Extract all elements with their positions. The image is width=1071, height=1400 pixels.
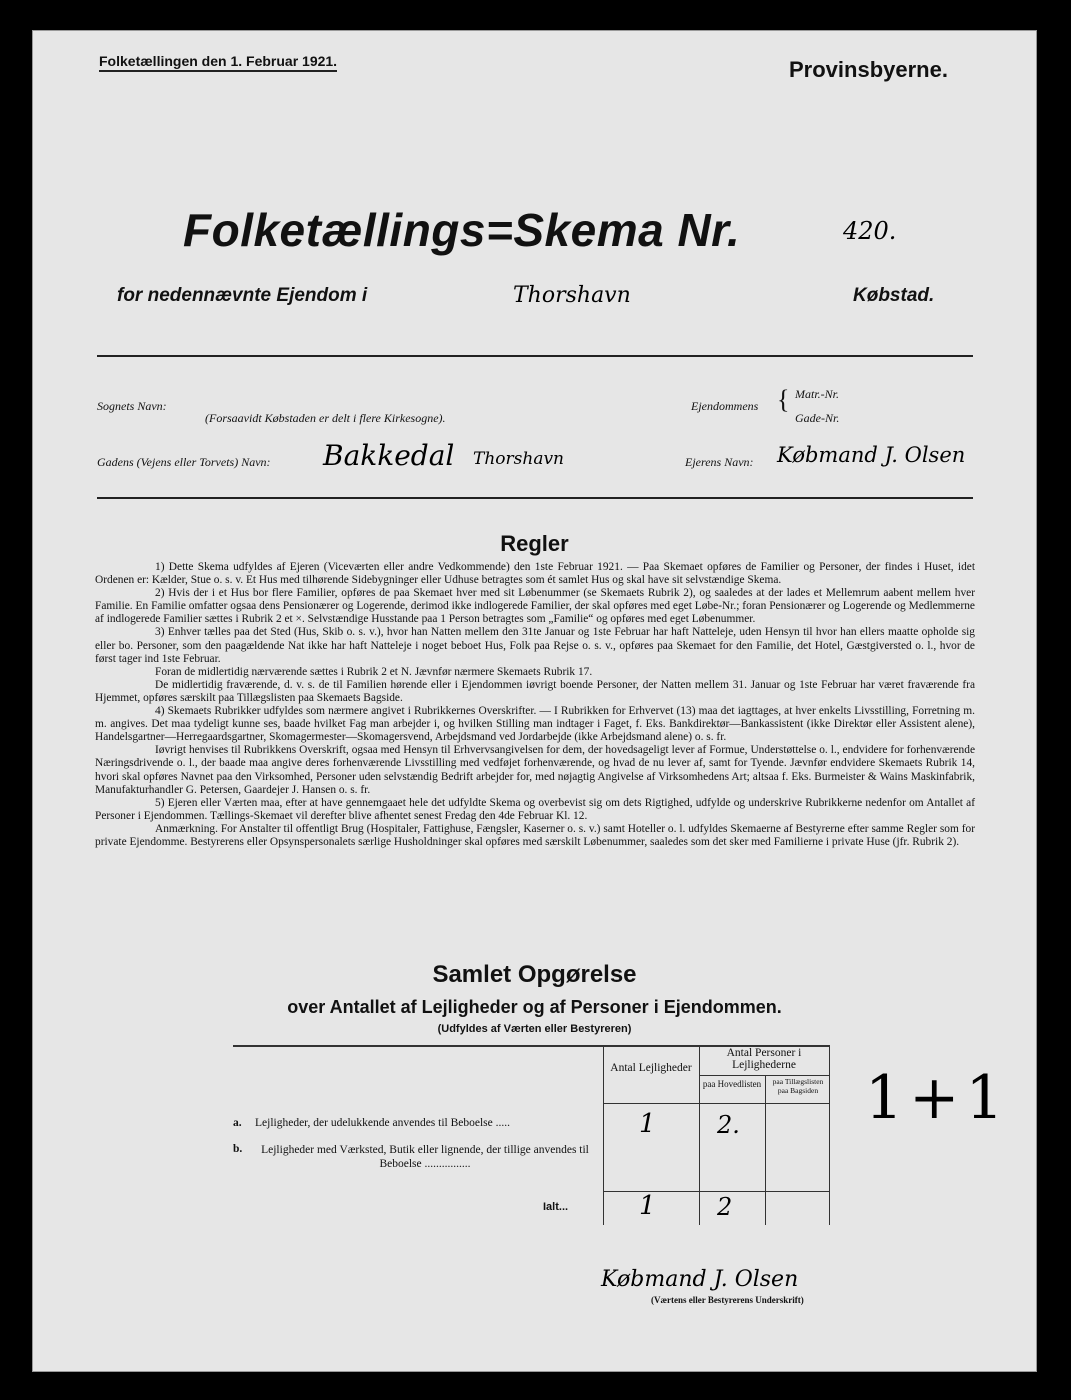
summary-subtitle: over Antallet af Lejligheder og af Personer i Ejendommen. <box>287 997 782 1017</box>
summary-title: Samlet Opgørelse <box>432 961 637 988</box>
row-a-persons: 2. <box>717 1111 740 1139</box>
table-header-rule <box>603 1103 829 1104</box>
parish-label: Sognets Navn: <box>97 399 167 413</box>
table-vline-4 <box>829 1045 830 1225</box>
col-main-list-header: paa Hovedlisten <box>702 1079 762 1089</box>
form-title: Folketællings=Skema Nr. <box>183 204 741 256</box>
rules-heading: Regler <box>500 531 569 556</box>
rule-paragraph-3a: Foran de midlertidig nærværende sættes i Rubrik 2 et N. Jævnfør nærmere Skemaets Rubrik 17. <box>155 665 593 678</box>
table-total-rule <box>603 1191 829 1192</box>
owner-value-handwritten: Købmand J. Olsen <box>777 443 966 467</box>
rule-paragraph-4a: Iøvrigt henvises til Rubrikkens Overskrift, ogsaa med Hensyn til Erhvervsangivelsen for dem, der hovedsageligt lever af Formue, Understøttelse o. l., endvidere for forhenværende Næringsdrivende o. l., der baade maa angive deres forhenværende Livsstilling med vedføjet forhenværende, og hvad de nu lever af, samt for Tyende. Jævnfør endvidere Skemaets Rubrik 14, hvori skal opføres Navnet paa den Virksomhed, Personer uden selvstændig Bedrift arbejder for, med nøjagtig Angivelse af Virksomhedens Art; altsaa f. Eks. Burmeister & Wains Maskinfabrik, Manufakturhandler G. Petersen, Gaardejer J. Hansen o. s. fr. <box>95 744 975 796</box>
margin-note-handwritten: 1+1 <box>865 1063 1010 1133</box>
table-vline-3 <box>765 1075 766 1225</box>
street-label: Gadens (Vejens eller Torvets) Navn: <box>97 455 271 469</box>
rule-note: Anmærkning. For Anstalter til offentligt Brug (Hospitaler, Fattighuse, Fængsler, Kaserner o. s. v.) samt Hoteller o. l. udfyldes Skemaerne af Bestyrerne efter samme Regler som for private Ejendomme. Bestyrerens eller Opsynspersonalets særlige Husholdninger skal opføres med særskilt Løbenummer, saaledes som det sker med Familierne i private Huse (jfr. Rubrik 2). <box>95 822 975 848</box>
table-vline-2 <box>699 1045 700 1225</box>
property-label: Ejendommens <box>691 399 759 413</box>
row-a-apartments: 1 <box>639 1109 656 1139</box>
street-value-handwritten: Bakkedal <box>323 439 455 472</box>
census-form-page <box>32 30 1037 1372</box>
total-persons: 2 <box>717 1193 733 1221</box>
col-supplement-header: paa Tillægslisten paa Bagsiden <box>772 1077 824 1095</box>
row-a-label: a. <box>233 1117 242 1129</box>
rule-paragraph-2: 2) Hvis der i et Hus bor flere Familier, opføres de paa Skemaet hver med sit Løbenummer (se Skemaets Rubrik 2), og saaledes at der lades et Mellemrum aabent mellem hver Familie. En Familie omfatter ogsaa dens Pensionærer og Logerende, derimod ikke indlogerede Familier, der skal opføres med eget Løbe-Nr.; foran Pensionærer og Logerende og Medlemmerne af indlogerede Familier sættes i Rubrik 2 et ×. Selvstændige Husstande paa 1 Person betragtes som „Familie“ og opføres med eget Løbenummer. <box>95 587 975 626</box>
summary-note: (Udfyldes af Værten eller Bestyreren) <box>437 1023 632 1035</box>
gade-label: Gade-Nr. <box>795 411 840 425</box>
divider-top <box>97 355 973 357</box>
town-handwritten: Thorshavn <box>513 283 631 308</box>
rule-paragraph-3b: De midlertidig fraværende, d. v. s. de til Familien hørende eller i Ejendommen iøvrigt boende Personer, der Natten mellem 31. Januar og 1ste Februar har været fraværende fra Hjemmet, opføres særskilt paa Tillægslisten paa Skemaets Bagside. <box>95 678 975 704</box>
owner-label: Ejerens Navn: <box>685 455 754 469</box>
rule-paragraph-5: 5) Ejeren eller Værten maa, efter at have gennemgaaet hele det udfyldte Skema og overbevist sig om dets Rigtighed, udfylde og underskrive Rubrikkerne nedenfor om Antallet af Personer i Ejendommen. Tællings-Skemaet vil derefter blive afhentet senest Fredag den 4de Februar Kl. 12. <box>95 796 975 822</box>
rules-text <box>95 561 975 849</box>
rule-paragraph-3: 3) Enhver tælles paa det Sted (Hus, Skib o. s. v.), hvor han Natten mellem den 31te Januar og 1ste Februar har haft Natteleje, uden Hensyn til hvor han ellers maatte opholde sig eller bo. Personer, som den paagældende Nat ikke har haft Natteleje i noget beboet Hus, Folk paa Rejse o. s. v., opføres paa Skemaet for den Familie, det Hotel, Gæstgiversted o. l., hvor de først tager ind 1ste Februar. <box>95 626 975 665</box>
kobstad-label: Købstad. <box>853 285 935 306</box>
region-header: Provinsbyerne. <box>789 57 948 82</box>
matr-label: Matr.-Nr. <box>795 387 840 401</box>
census-date-header: Folketællingen den 1. Februar 1921. <box>99 53 337 72</box>
row-b-text: Lejligheder med Værksted, Butik eller lignende, der tillige anvendes til Beboelse ................ <box>261 1144 589 1170</box>
form-number-handwritten: 420. <box>843 217 897 245</box>
rule-paragraph-4: 4) Skemaets Rubrikker udfyldes som nærmere angivet i Rubrikkernes Overskrifter. — I Rubrikken for Erhvervet (13) maa det iagttages, at hver enkelts Livsstilling, Forretning m. m. angives. Det maa tydeligt kunne ses, baade hvilket Fag man arbejder i, og hvilken Stilling man indtager i Faget, f. Eks. Bankdirektør—Bankassistent (ikke Direktør eller Assistent alene), Handelsgartner—Herregaardsgartner, Skomagermester—Skomagersvend, Arbejdsmand ved Jordarbejde (ikke Arbejdsmand alene) o. s. fr. <box>95 705 975 744</box>
property-brace: { <box>777 385 790 414</box>
signature-handwritten: Købmand J. Olsen <box>601 1267 799 1292</box>
signature-caption: (Værtens eller Bestyrerens Underskrift) <box>651 1295 804 1305</box>
table-vline-1 <box>603 1045 604 1225</box>
total-apartments: 1 <box>639 1191 656 1221</box>
row-a-text: Lejligheder, der udelukkende anvendes til Beboelse ..... <box>255 1117 511 1129</box>
divider-middle <box>97 497 973 499</box>
col-apartments-header: Antal Lejligheder <box>610 1062 692 1074</box>
total-label: Ialt... <box>543 1201 569 1213</box>
property-subline-label: for nedennævnte Ejendom i <box>117 285 368 306</box>
street-town-handwritten: Thorshavn <box>473 449 565 469</box>
rule-paragraph-1: 1) Dette Skema udfyldes af Ejeren (Viceværten eller andre Vedkommende) den 1ste Februar 1921. — Paa Skemaet opføres de Familier og Personer, der findes i Huset, idet Ordenen er: Kælder, Stue o. s. v. Et Hus med tilhørende Sidebygninger eller Udhuse betragtes som ét samlet Hus og skal have sit selvstændige Skema. <box>95 561 975 587</box>
table-persons-rule <box>699 1075 829 1076</box>
col-persons-header: Antal Personer i Lejlighederne <box>726 1047 802 1071</box>
row-b-label: b. <box>233 1143 243 1155</box>
parish-note: (Forsaavidt Købstaden er delt i flere Kirkesogne). <box>205 411 446 425</box>
